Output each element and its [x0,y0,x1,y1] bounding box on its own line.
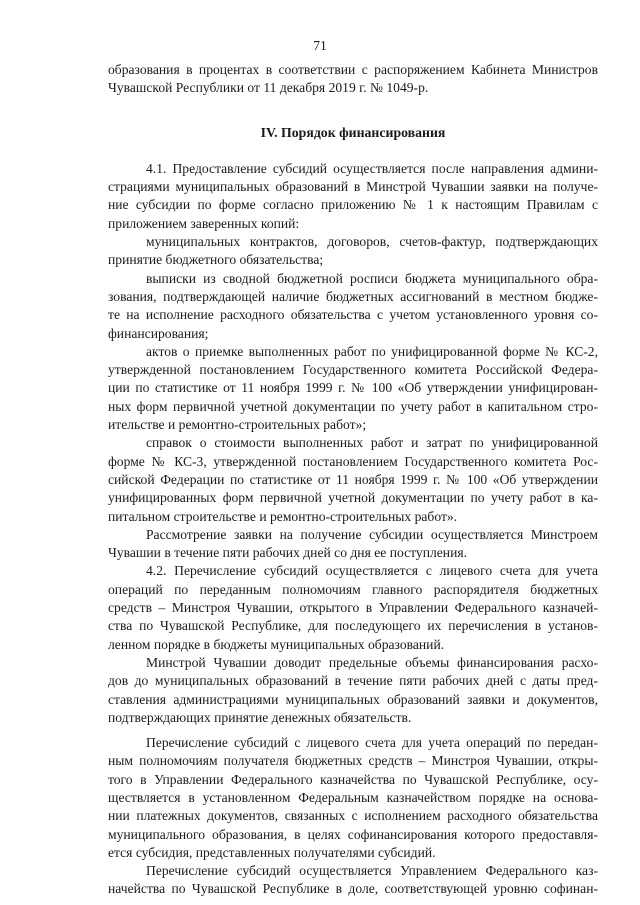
paragraph [108,270,598,343]
text-line: ства по Чувашской Республике, для последующего их перечисления в установ- [108,618,598,634]
text-line: ным полномочиям получателя бюджетных средств – Минстроя Чувашии, откры- [108,753,598,769]
intro-paragraph [108,61,598,98]
text-line: Минстрой Чувашии доводит предельные объемы финансирования расхо- [146,654,598,670]
text-line: ществляется в установленном Федеральным казначейством порядке на основа- [108,789,598,805]
paragraph [108,654,598,727]
text-line: Рассмотрение заявки на получение субсидии осуществляется Минстроем [146,526,598,542]
text-line: ительстве и ремонтно-строительных работ»; [108,417,367,433]
text-line: приложением заверенных копий: [108,215,300,231]
text-line: Чувашской Республики от 11 декабря 2019 г. № 1049-р. [108,80,429,96]
text-line: Чувашии в течение пяти рабочих дней со дня ее поступления. [108,545,467,561]
text-line: начейства по Чувашской Республике в доле, соответствующей уровню софинан- [108,881,598,897]
text-line: операций по переданным полномочиям главного распорядителя бюджетных [108,581,598,597]
paragraph [108,562,598,653]
text-line: муниципальных контрактов, договоров, счетов-фактур, подтверждающих [146,234,598,250]
text-line: питальном строительстве и ремонтно-строительных работ». [108,508,458,524]
paragraph [108,862,598,899]
text-line: 4.1. Предоставление субсидий осуществляется после направления админи- [146,160,598,176]
text-line: ставления администрациями муниципальных образований заявки и документов, [108,691,598,707]
text-line: страциями муниципальных образований в Минстрой Чувашии заявки на получе- [108,179,598,195]
text-line: зования, подтверждающей наличие бюджетных ассигнований в местном бюдже- [108,288,598,304]
paragraph [108,233,598,270]
paragraph [108,434,598,525]
text-line: унифицированных форм первичной учетной документации по учету работ в ка- [108,490,598,506]
text-line: выписки из сводной бюджетной росписи бюджета муниципального обра- [146,270,598,286]
text-line: форме № КС-3, утвержденной постановлением Государственного комитета Рос- [108,453,598,469]
paragraph [108,343,598,434]
text-line: сийской Федерации по статистике от 11 ноября 1999 г. № 100 «Об утверждении [108,471,598,487]
text-line: актов о приемке выполненных работ по унифицированной форме № КС-2, [146,343,598,359]
text-line: ленном порядке в бюджеты муниципальных образований. [108,636,445,652]
paragraph [108,160,598,233]
section-heading: IV. Порядок финансирования [260,124,446,140]
text-line: 4.2. Перечисление субсидий осуществляется с лицевого счета для учета [146,563,598,579]
text-line: дов до муниципальных образований в течение пяти рабочих дней с даты пред- [108,673,598,689]
text-line: ных форм первичной учетной документации по учету работ в капитальном стро- [108,398,598,414]
text-line: финансирования; [108,325,209,341]
text-line: ется субсидия, представленных получателями субсидий. [108,844,436,860]
section-paragraphs [108,160,598,899]
text-line: те на исполнение расходного обязательства с учетом установленного уровня со- [108,307,598,323]
page-number: 71 [313,38,327,53]
text-line: справок о стоимости выполненных работ и затрат по унифицированной [146,435,598,451]
text-line: нии платежных документов, связанных с исполнением расходного обязательства [108,808,598,824]
text-line: принятие бюджетного обязательства; [108,252,324,268]
text-line: образования в процентах в соответствии с распоряжением Кабинета Министров [108,62,598,77]
text-line: Перечисление субсидий осуществляется Управлением Федерального каз- [146,863,598,879]
text-line: средств – Минстроя Чувашии, открытого в Управлении Федерального казначей- [108,600,598,616]
text-line: ние субсидии по форме согласно приложению № 1 к настоящим Правилам с [108,197,598,213]
text-line: того в Управлении Федерального казначейства по Чувашской Республике, осу- [108,771,598,787]
text-line: Перечисление субсидий с лицевого счета для учета операций по передан- [146,735,598,751]
text-line: ции по статистике от 11 ноября 1999 г. № 100 «Об утверждении унифицирован- [108,380,598,396]
text-line: муниципального образования, в целях софинансирования которого предоставля- [108,826,598,842]
text-line: утвержденной постановлением Государственного комитета Российской Федера- [108,362,598,378]
paragraph [108,734,598,862]
text-line: подтверждающих принятие денежных обязательств. [108,709,412,725]
document-body [108,61,598,899]
paragraph [108,526,598,563]
